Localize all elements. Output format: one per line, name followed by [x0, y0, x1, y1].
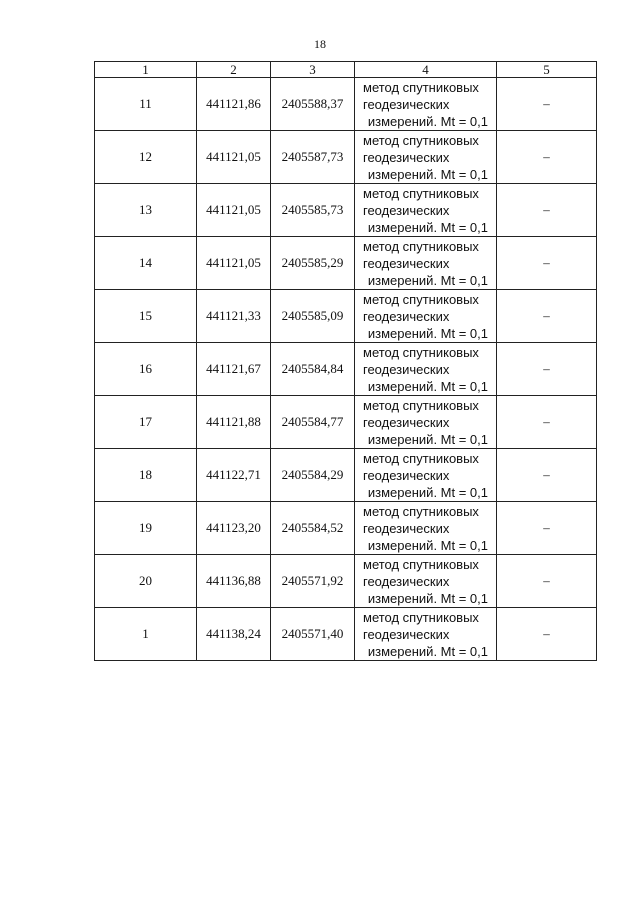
header-col-4: 4 — [355, 62, 497, 78]
y-coordinate-cell: 2405584,77 — [271, 396, 355, 449]
method-line: геодезических — [363, 361, 450, 377]
page-number: 18 — [314, 37, 326, 51]
method-line: геодезических — [363, 308, 450, 324]
method-line: метод спутниковых — [363, 397, 479, 413]
y-coordinate-cell: 2405571,40 — [271, 608, 355, 661]
method-cell — [355, 502, 497, 555]
method-line: измерений. Mt = 0,1 — [367, 590, 488, 606]
table-body — [95, 78, 597, 661]
method-line: измерений. Mt = 0,1 — [367, 272, 488, 288]
method-line: измерений. Mt = 0,1 — [367, 431, 488, 447]
header-col-3: 3 — [271, 62, 355, 78]
table-row — [95, 184, 597, 237]
y-coordinate-cell: 2405585,09 — [271, 290, 355, 343]
note-cell: – — [497, 184, 597, 237]
method-line: измерений. Mt = 0,1 — [367, 378, 488, 394]
y-coordinate-cell: 2405587,73 — [271, 131, 355, 184]
x-coordinate-cell: 441121,05 — [197, 184, 271, 237]
x-coordinate-cell: 441121,05 — [197, 237, 271, 290]
table-row — [95, 502, 597, 555]
note-cell: – — [497, 237, 597, 290]
point-number-cell: 13 — [95, 184, 197, 237]
table-row — [95, 78, 597, 131]
method-cell — [355, 555, 497, 608]
coordinates-table — [94, 61, 597, 661]
header-col-1: 1 — [95, 62, 197, 78]
x-coordinate-cell: 441136,88 — [197, 555, 271, 608]
header-col-2: 2 — [197, 62, 271, 78]
method-cell — [355, 184, 497, 237]
note-cell: – — [497, 343, 597, 396]
point-number-cell: 14 — [95, 237, 197, 290]
header-col-5: 5 — [497, 62, 597, 78]
note-cell: – — [497, 131, 597, 184]
method-cell — [355, 290, 497, 343]
note-cell: – — [497, 502, 597, 555]
method-line: измерений. Mt = 0,1 — [367, 166, 488, 182]
method-line: метод спутниковых — [363, 185, 479, 201]
point-number-cell: 11 — [95, 78, 197, 131]
point-number-cell: 15 — [95, 290, 197, 343]
x-coordinate-cell: 441122,71 — [197, 449, 271, 502]
y-coordinate-cell: 2405585,29 — [271, 237, 355, 290]
method-line: метод спутниковых — [363, 450, 479, 466]
point-number-cell: 12 — [95, 131, 197, 184]
note-cell: – — [497, 555, 597, 608]
method-line: геодезических — [363, 255, 450, 271]
method-line: метод спутниковых — [363, 132, 479, 148]
method-line: измерений. Mt = 0,1 — [367, 484, 488, 500]
table-row — [95, 396, 597, 449]
table-row — [95, 449, 597, 502]
table-row — [95, 555, 597, 608]
method-line: геодезических — [363, 573, 450, 589]
method-cell — [355, 396, 497, 449]
x-coordinate-cell: 441121,05 — [197, 131, 271, 184]
note-cell: – — [497, 290, 597, 343]
point-number-cell: 18 — [95, 449, 197, 502]
table-row — [95, 290, 597, 343]
point-number-cell: 19 — [95, 502, 197, 555]
table-header-row — [95, 62, 597, 78]
y-coordinate-cell: 2405588,37 — [271, 78, 355, 131]
note-cell: – — [497, 78, 597, 131]
x-coordinate-cell: 441123,20 — [197, 502, 271, 555]
point-number-cell: 1 — [95, 608, 197, 661]
method-line: метод спутниковых — [363, 79, 479, 95]
note-cell: – — [497, 449, 597, 502]
method-line: геодезических — [363, 414, 450, 430]
y-coordinate-cell: 2405571,92 — [271, 555, 355, 608]
x-coordinate-cell: 441121,88 — [197, 396, 271, 449]
method-line: измерений. Mt = 0,1 — [367, 113, 488, 129]
method-line: измерений. Mt = 0,1 — [367, 219, 488, 235]
method-line: измерений. Mt = 0,1 — [367, 325, 488, 341]
method-line: метод спутниковых — [363, 291, 479, 307]
table-row — [95, 131, 597, 184]
method-cell — [355, 343, 497, 396]
y-coordinate-cell: 2405584,52 — [271, 502, 355, 555]
method-cell — [355, 131, 497, 184]
method-line: измерений. Mt = 0,1 — [367, 537, 488, 553]
y-coordinate-cell: 2405584,84 — [271, 343, 355, 396]
method-line: метод спутниковых — [363, 238, 479, 254]
x-coordinate-cell: 441121,86 — [197, 78, 271, 131]
table-row — [95, 343, 597, 396]
table-row — [95, 237, 597, 290]
method-cell — [355, 237, 497, 290]
y-coordinate-cell: 2405584,29 — [271, 449, 355, 502]
method-line: геодезических — [363, 202, 450, 218]
x-coordinate-cell: 441121,67 — [197, 343, 271, 396]
table-row — [95, 608, 597, 661]
note-cell: – — [497, 608, 597, 661]
point-number-cell: 20 — [95, 555, 197, 608]
method-line: метод спутниковых — [363, 503, 479, 519]
method-line: метод спутниковых — [363, 609, 479, 625]
method-line: геодезических — [363, 467, 450, 483]
method-line: метод спутниковых — [363, 556, 479, 572]
method-line: геодезических — [363, 96, 450, 112]
y-coordinate-cell: 2405585,73 — [271, 184, 355, 237]
point-number-cell: 17 — [95, 396, 197, 449]
method-line: измерений. Mt = 0,1 — [367, 643, 488, 659]
point-number-cell: 16 — [95, 343, 197, 396]
x-coordinate-cell: 441121,33 — [197, 290, 271, 343]
method-cell — [355, 78, 497, 131]
note-cell: – — [497, 396, 597, 449]
method-cell — [355, 449, 497, 502]
method-line: геодезических — [363, 149, 450, 165]
method-line: метод спутниковых — [363, 344, 479, 360]
method-line: геодезических — [363, 626, 450, 642]
method-cell — [355, 608, 497, 661]
x-coordinate-cell: 441138,24 — [197, 608, 271, 661]
method-line: геодезических — [363, 520, 450, 536]
